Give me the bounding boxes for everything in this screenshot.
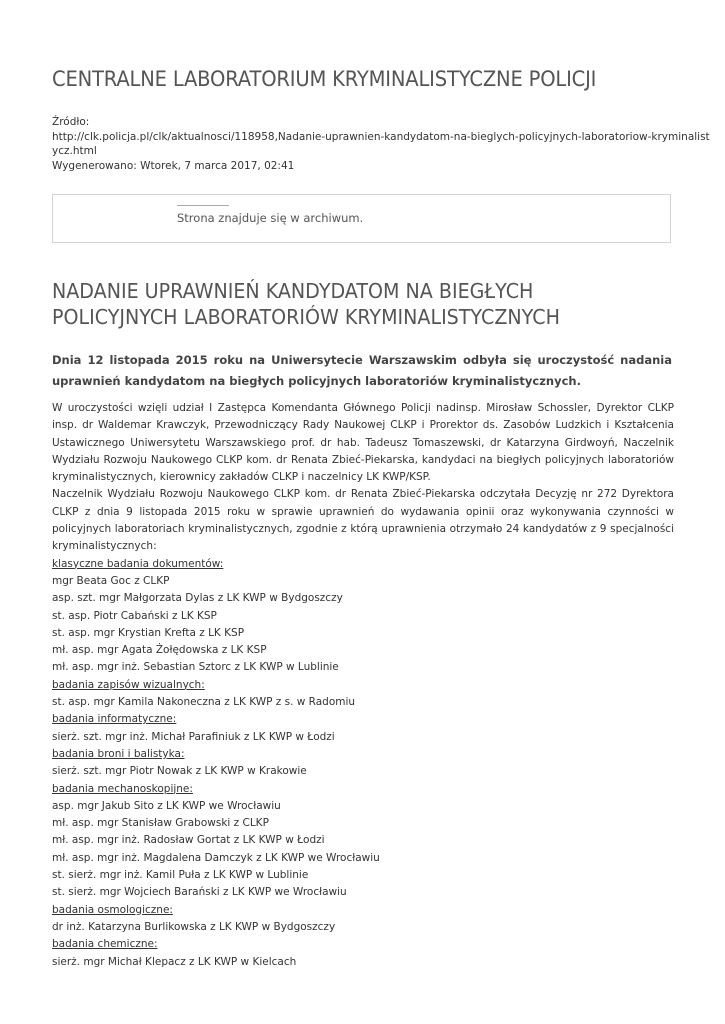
source-url-line-2[interactable]: ycz.html: [52, 145, 97, 157]
list-item: st. sierż. mgr Wojciech Barański z LK KWP we Wrocławiu: [52, 886, 347, 899]
list-item: mł. asp. mgr inż. Sebastian Sztorc z LK KWP w Lublinie: [52, 661, 339, 674]
category-heading: klasyczne badania dokumentów:: [52, 557, 224, 570]
source-url-line-1[interactable]: http://clk.policja.pl/clk/aktualnosci/118958,Nadanie-uprawnien-kandydatom-na-bieglych-policyjnych-laboratoriow-kryminalist: [52, 130, 710, 143]
category-heading: badania mechanoskopijne:: [52, 782, 193, 795]
source-label: Źródło:: [52, 116, 90, 128]
list-item: st. asp. mgr Kamila Nakoneczna z LK KWP z s. w Radomiu: [52, 696, 356, 709]
category-heading: badania informatyczne:: [52, 713, 177, 726]
category-heading: badania broni i balistyka:: [52, 747, 185, 760]
article-lead: Dnia 12 listopada 2015 roku na Uniwersytecie Warszawskim odbyła się uroczystość nadania uprawnień kandydatom na biegłych policyjnych laboratoriów kryminalistycznych.: [52, 353, 672, 388]
article-title: [52, 278, 638, 330]
list-item: st. asp. Piotr Cabański z LK KSP: [52, 609, 217, 622]
category-heading: badania osmologiczne:: [52, 903, 173, 916]
list-item: sierż. szt. mgr inż. Michał Parafiniuk z LK KWP w Łodzi: [52, 730, 335, 743]
source-info: [52, 115, 710, 173]
article-title-line-2: POLICYJNYCH LABORATORIÓW KRYMINALISTYCZNYCH: [52, 305, 560, 329]
list-item: dr inż. Katarzyna Burlikowska z LK KWP w Bydgoszczy: [52, 920, 336, 933]
paragraph-participants: W uroczystości wzięli udział I Zastępca Komendanta Głównego Policji nadinsp. Mirosław Schossler, Dyrektor CLKP insp. dr Waldemar Krawczyk, Przewodniczący Rady Naukowej CLKP i Prorektor ds. Zasobów Ludzkich i Kształcenia Ustawicznego Uniwersytetu Warszawskiego prof. dr hab. Tadeusz Tomaszewski, dr Katarzyna Girdwoyń, Naczelnik Wydziału Rozwoju Naukowego CLKP kom. dr Renata Zbieć-Piekarska, kandydaci na biegłych policyjnych laboratoriów kryminalistycznych, kierownicy zakładów CLKP i naczelnicy LK KWP/KSP.: [52, 402, 674, 484]
list-item: mł. asp. mgr inż. Magdalena Damczyk z LK KWP we Wrocławiu: [52, 851, 380, 864]
list-item: mł. asp. mgr inż. Radosław Gortat z LK KWP w Łodzi: [52, 834, 325, 847]
list-item: mł. asp. mgr Stanisław Grabowski z CLKP: [52, 817, 269, 830]
list-item: sierż. szt. mgr Piotr Nowak z LK KWP w Krakowie: [52, 765, 307, 778]
category-heading: badania chemiczne:: [52, 938, 158, 951]
article-body: [52, 400, 674, 971]
paragraph-decision: Naczelnik Wydziału Rozwoju Naukowego CLKP kom. dr Renata Zbieć-Piekarska odczytała Decyzję nr 272 Dyrektora CLKP z dnia 9 listopada 2015 roku w sprawie uprawnień do wydawania opinii oraz wykonywania czynności w policyjnych laboratoriach kryminalistycznych, zgodnie z którą uprawnienia otrzymało 24 kandydatów z 9 specjalności kryminalistycznych:: [52, 488, 674, 553]
list-item: sierż. mgr Michał Klepacz z LK KWP w Kielcach: [52, 955, 297, 968]
list-item: st. sierż. mgr inż. Kamil Puła z LK KWP w Lublinie: [52, 869, 309, 882]
list-item: asp. mgr Jakub Sito z LK KWP we Wrocławiu: [52, 799, 281, 812]
archive-divider: [177, 205, 229, 206]
article-title-line-1: NADANIE UPRAWNIEŃ KANDYDATOM NA BIEGŁYCH: [52, 279, 534, 303]
list-item: mł. asp. mgr Agata Żołędowska z LK KSP: [52, 644, 267, 657]
list-item: asp. szt. mgr Małgorzata Dylas z LK KWP w Bydgoszczy: [52, 592, 343, 605]
list-item: mgr Beata Goc z CLKP: [52, 574, 170, 587]
site-title: CENTRALNE LABORATORIUM KRYMINALISTYCZNE POLICJI: [52, 67, 597, 91]
category-heading: badania zapisów wizualnych:: [52, 678, 205, 691]
archive-notice-box: [52, 194, 671, 243]
archive-notice-text: Strona znajduje się w archiwum.: [177, 211, 364, 225]
generated-date: Wygenerowano: Wtorek, 7 marca 2017, 02:41: [52, 159, 295, 172]
list-item: st. asp. mgr Krystian Krefta z LK KSP: [52, 626, 245, 639]
categories-list: [52, 556, 674, 971]
